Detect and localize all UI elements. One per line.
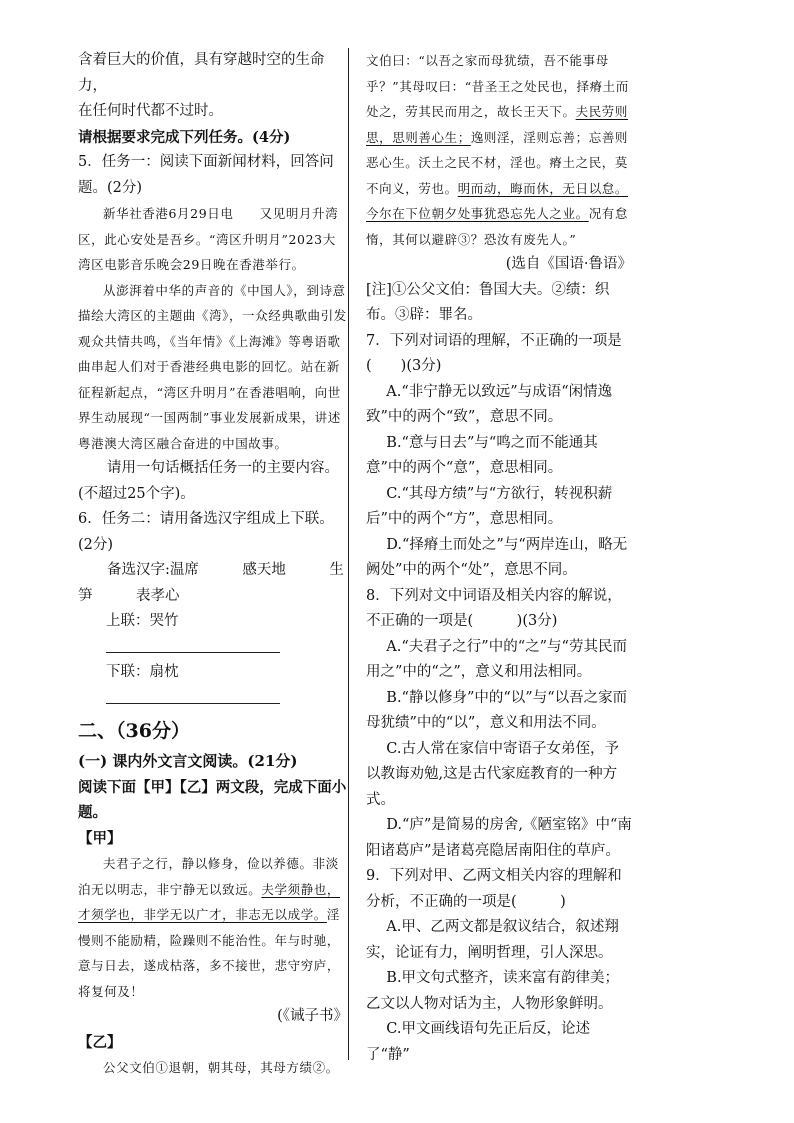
subsection-1-heading: (一) 课内外文言文阅读。(21分): [78, 752, 298, 770]
question-9: 9．下列对甲、乙两文相关内容的理解和分析，不正确的一项是( ): [366, 868, 622, 910]
question-7-option-c: C.“其母方绩”与“方欲行，转视积薪后”中的两个“方”，意思相同。: [366, 485, 613, 527]
passage-yi-text-a: 文伯曰：“以吾之家而母犹绩，吾不能事母乎？”其母叹曰：“昔圣王之处民也，择瘠土而处之，劳其民而用之，故长王天下。: [366, 53, 629, 119]
passage-jia-underlined: 夫学须静也，才须学也，非学无以广才，非志无以成学。: [78, 881, 341, 922]
passage-jia-text-b: 淫慢则不能励精，险躁则不能治性。年与时驰，意与日去，遂成枯落，多不接世，悲守穷庐，将复何及！: [78, 907, 341, 999]
news-paragraph-2: 从澎湃着中华的声音的《中国人》，到诗意描绘大湾区的主题曲《湾》，一众经典歌曲引发观众共情共鸣，《当年情》《上海滩》等粤语歌曲串起人们对于香港经典电影的回忆。站在新征程新起点，“湾区升明月”在香港唱响，向世界生动展现“一国两制”事业发展新成果，讲述粤港澳大湾区融合奋进的中国故事。: [78, 282, 347, 451]
question-5-prompt: 请用一句话概括任务一的主要内容。(不超过25个字)。: [78, 460, 339, 502]
question-9-option-a: A.甲、乙两文都是叙议结合，叙述翔实，论证有力，阐明哲理，引人深思。: [366, 919, 619, 961]
passage-yi-start: 公父文伯①退朝，朝其母，其母方绩②。: [103, 1060, 339, 1075]
passage-jia-source: (《诫子书》: [277, 1008, 348, 1024]
passage-yi-text-c: 况有怠惰，其何以避辟③？恐汝有废先人。”: [366, 206, 629, 247]
question-6: 6．任务二：请用备选汉字组成上下联。(2分): [78, 511, 334, 553]
question-5: 5．任务一：阅读下面新闻材料，回答问题。(2分): [78, 154, 334, 196]
question-7: 7．下列对词语的理解，不正确的一项是 ( )(3分): [366, 332, 637, 374]
passage-jia-label: 【甲】: [78, 829, 122, 847]
candidate-characters-cont: 笋 表孝心: [78, 587, 180, 604]
question-8-option-b: B.“静以修身”中的“以”与“以吾之家而母犹绩”中的“以”，意义和用法不同。: [366, 689, 628, 731]
column-divider: [348, 48, 349, 1060]
right-column: [366, 48, 637, 1068]
question-8-option-c: C.古人常在家信中寄语子女弟侄，予以教诲劝勉,这是古代家庭教育的一种方式。: [366, 740, 619, 808]
intro-line-1: 含着巨大的价值，具有穿越时空的生命力，: [78, 52, 325, 94]
passage-yi-source: (选自《国语·鲁语》: [505, 256, 632, 272]
left-column: [78, 48, 348, 1081]
passage-yi-underlined-1: 夫民劳则思，思则善心生；: [366, 104, 629, 145]
candidate-characters: [78, 558, 348, 584]
options-label: 备选汉字:: [107, 562, 170, 578]
read-instruction: 阅读下面【甲】【乙】两文段，完成下面小题。: [78, 778, 347, 821]
xialian-row: [78, 660, 348, 711]
passage-yi-cont: [366, 48, 632, 252]
shanglian-row: [78, 609, 348, 660]
xialian-label: 下联：: [106, 664, 150, 680]
passage-jia-text-a: 夫君子之行，静以修身，俭以养德。非淡泊无以明志，非宁静无以致远。: [78, 856, 339, 897]
question-9-option-b: B.甲文句式整齐，读来富有韵律美；乙文以人物对话为主，人物形象鲜明。: [366, 970, 620, 1012]
shanglian-label: 上联：: [106, 613, 150, 629]
question-8-option-a: A.“夫君子之行”中的“之”与“劳其民而用之”中的“之”，意义和用法相同。: [366, 638, 627, 680]
question-7-option-a: A.“非宁静无以致远”与成语“闲情逸致”中的两个“致”，意思不同。: [366, 383, 613, 425]
news-paragraph-1: 新华社香港6月29日电 又见明月升湾区，此心安处是吾乡。“湾区升明月”2023大湾区电影音乐晚会29日晚在香港举行。: [78, 206, 339, 272]
question-7-option-d: D.“择瘠土而处之”与“两岸连山，略无阙处”中的两个“处”，意思不同。: [366, 536, 628, 578]
task-instruction: 请根据要求完成下列任务。(4分): [78, 128, 291, 146]
shanglian-blank[interactable]: [106, 636, 280, 653]
xialian-value: 扇枕: [149, 664, 179, 680]
question-8-option-d: D.“庐”是简易的房舍,《陋室铭》中“南阳诸葛庐”是诸葛亮隐居南阳住的草庐。: [366, 817, 632, 859]
xialian-blank[interactable]: [106, 687, 280, 704]
passage-yi-label: 【乙】: [78, 1033, 122, 1051]
section-2-heading: 二、（36分）: [78, 720, 190, 742]
annotation-note: [注]①公父文伯：鲁国大夫。②绩：织布。③辟：罪名。: [366, 281, 610, 323]
question-8: 8．下列对文中词语及相关内容的解说，不正确的一项是( )(3分): [366, 587, 622, 629]
passage-jia: [78, 851, 348, 1004]
passage-yi-text-b: 逸则淫，淫则忘善；忘善则恶心生。沃土之民不材，淫也。瘠土之民，莫不向义，劳也。: [366, 129, 629, 196]
intro-line-2: 在任何时代都不过时。: [78, 103, 223, 119]
shanglian-value: 哭竹: [149, 613, 179, 629]
options-line-1: 温席 感天地 生: [169, 562, 344, 578]
passage-yi-underlined-2: 明而动，晦而休，无日以怠。今尔在下位朝夕处事犹恐忘先人之业。: [366, 180, 629, 221]
question-9-option-c: C.甲文画线语句先正后反，论述了“静”: [366, 1021, 590, 1063]
question-7-option-b: B.“意与日去”与“鸣之而不能通其意”中的两个“意”，意思相同。: [366, 434, 598, 476]
